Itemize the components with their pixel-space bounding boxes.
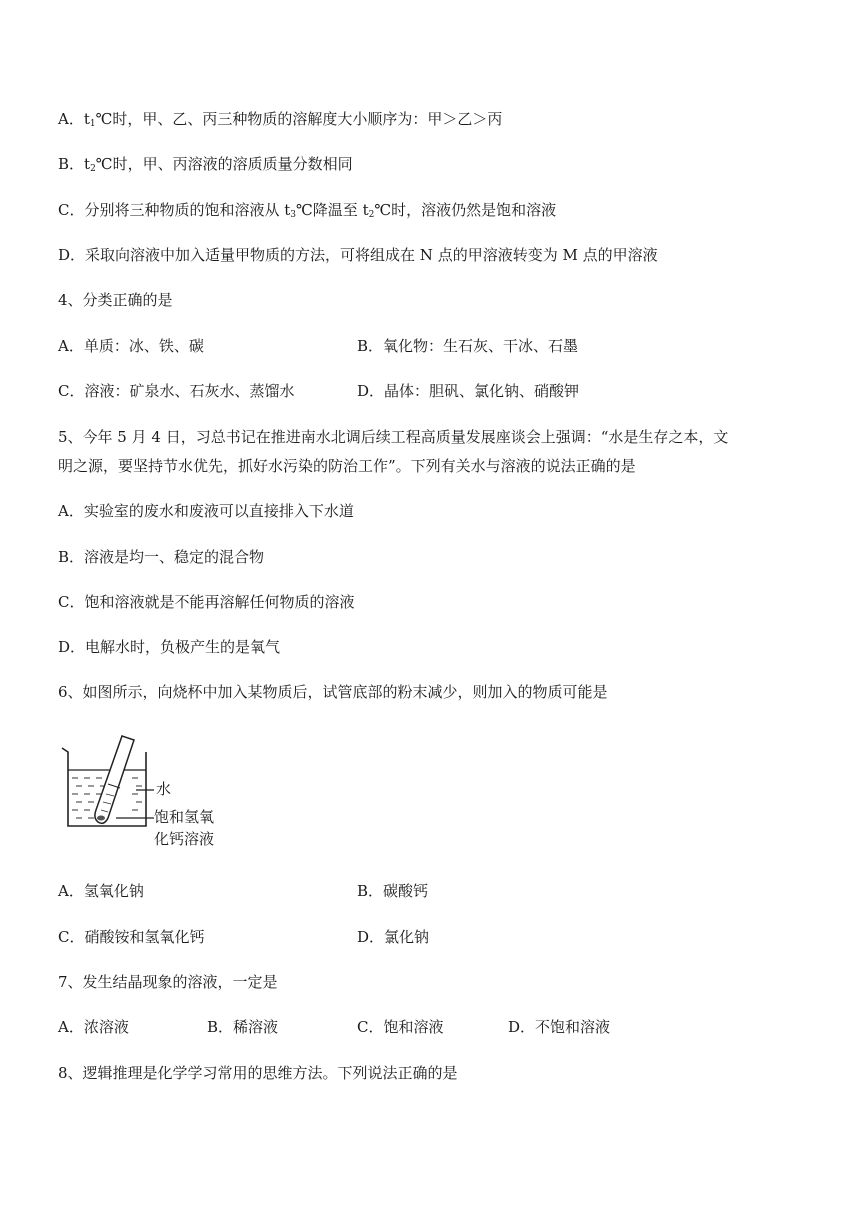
q6-option-b: B．碳酸钙 bbox=[357, 882, 429, 900]
q6-option-a: A．氢氧化钠 bbox=[58, 882, 144, 900]
q4-option-c: C．溶液：矿泉水、石灰水、蒸馏水 bbox=[58, 382, 295, 400]
q5-stem-line2: 明之源，要坚持节水优先，抓好水污染的防治工作”。下列有关水与溶液的说法正确的是 bbox=[58, 457, 636, 475]
test-tube bbox=[95, 736, 134, 823]
q5-stem-line1: 5、今年 5 月 4 日，习总书记在推进南水北调后续工程高质量发展座谈会上强调：“水是生存之本，文 bbox=[58, 428, 729, 446]
q6-stem: 6、如图所示，向烧杯中加入某物质后，试管底部的粉末减少，则加入的物质可能是 bbox=[58, 683, 608, 701]
q3-option-c: C．分别将三种物质的饱和溶液从 $t_3℃$降温至 $t_2℃$时，溶液仍然是饱和溶液 bbox=[58, 201, 557, 220]
q5-option-d: D．电解水时，负极产生的是氧气 bbox=[58, 638, 281, 656]
q4-option-d: D．晶体：胆矾、氯化钠、硝酸钾 bbox=[357, 382, 580, 400]
q7-option-b: B．稀溶液 bbox=[207, 1018, 279, 1036]
q7-stem: 7、发生结晶现象的溶液，一定是 bbox=[58, 973, 278, 991]
q7-option-d: D．不饱和溶液 bbox=[508, 1018, 611, 1036]
q3-option-d: D．采取向溶液中加入适量甲物质的方法，可将组成在 N 点的甲溶液转变为 M 点的甲溶液 bbox=[58, 246, 658, 264]
q4-option-a: A．单质：冰、铁、碳 bbox=[58, 337, 204, 355]
solution-label-line1: 饱和氢氧 bbox=[154, 808, 215, 826]
q5-option-c: C．饱和溶液就是不能再溶解任何物质的溶液 bbox=[58, 593, 355, 611]
q6-option-c: C．硝酸铵和氢氧化钙 bbox=[58, 928, 205, 946]
solution-label-line2: 化钙溶液 bbox=[154, 830, 215, 848]
q8-stem: 8、逻辑推理是化学学习常用的思维方法。下列说法正确的是 bbox=[58, 1064, 458, 1082]
q4-stem: 4、分类正确的是 bbox=[58, 291, 173, 309]
q4-option-b: B．氧化物：生石灰、干冰、石墨 bbox=[357, 337, 579, 355]
powder bbox=[97, 816, 105, 821]
q3-option-b: B．$t_2℃$时，甲、丙溶液的溶质质量分数相同 bbox=[58, 155, 353, 174]
beaker-test-tube-figure bbox=[58, 734, 228, 852]
q7-option-c: C．饱和溶液 bbox=[357, 1018, 444, 1036]
water-label: 水 bbox=[156, 780, 172, 798]
q6-option-d: D．氯化钠 bbox=[357, 928, 430, 946]
q7-option-a: A．浓溶液 bbox=[58, 1018, 129, 1036]
q5-option-a: A．实验室的废水和废液可以直接排入下水道 bbox=[58, 502, 354, 520]
q5-option-b: B．溶液是均一、稳定的混合物 bbox=[58, 548, 265, 566]
q3-option-a: A．$t_1℃$时，甲、乙、丙三种物质的溶解度大小顺序为：甲＞乙＞丙 bbox=[58, 110, 503, 129]
